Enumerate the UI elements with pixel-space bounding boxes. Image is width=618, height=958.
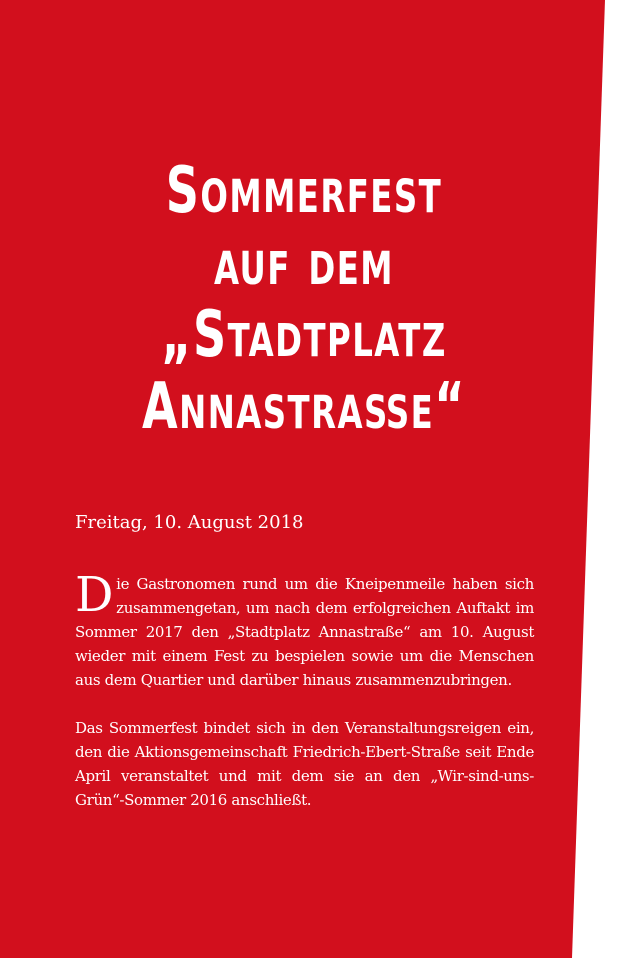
- title-line-2: auf dem: [214, 225, 394, 300]
- paragraph-intro-text: ie Gastronomen rund um die Kneipenmeile haben sich zusammengetan, um nach dem erfolgreichen Auftakt im Sommer 2017 den „Stadtplatz Annastraße“ am 10. August wieder mit einem Fest zu bespielen sowie um die Menschen aus dem Quartier und darüber hinaus zusammenzubringen.: [75, 575, 534, 689]
- event-date: Freitag, 10. August 2018: [75, 512, 304, 533]
- drop-cap: D: [75, 567, 114, 623]
- event-description: [75, 506, 534, 812]
- title-line-4: Annastraße“: [142, 369, 466, 444]
- title-line-3: „Stadtplatz: [161, 297, 447, 372]
- paragraph-context: [75, 716, 534, 812]
- title-line-1: Sommerfest: [165, 153, 443, 228]
- paragraph-context-text: Das Sommerfest bindet sich in den Veranstaltungsreigen ein, den die Aktionsgemeinschaft Friedrich-Ebert-Straße seit Ende April veranstaltet und mit dem sie an den „Wir-sind-uns-Grün“-Sommer 2016 anschließt.: [75, 719, 534, 809]
- paragraph-intro: [75, 567, 534, 692]
- page-title: [0, 155, 608, 443]
